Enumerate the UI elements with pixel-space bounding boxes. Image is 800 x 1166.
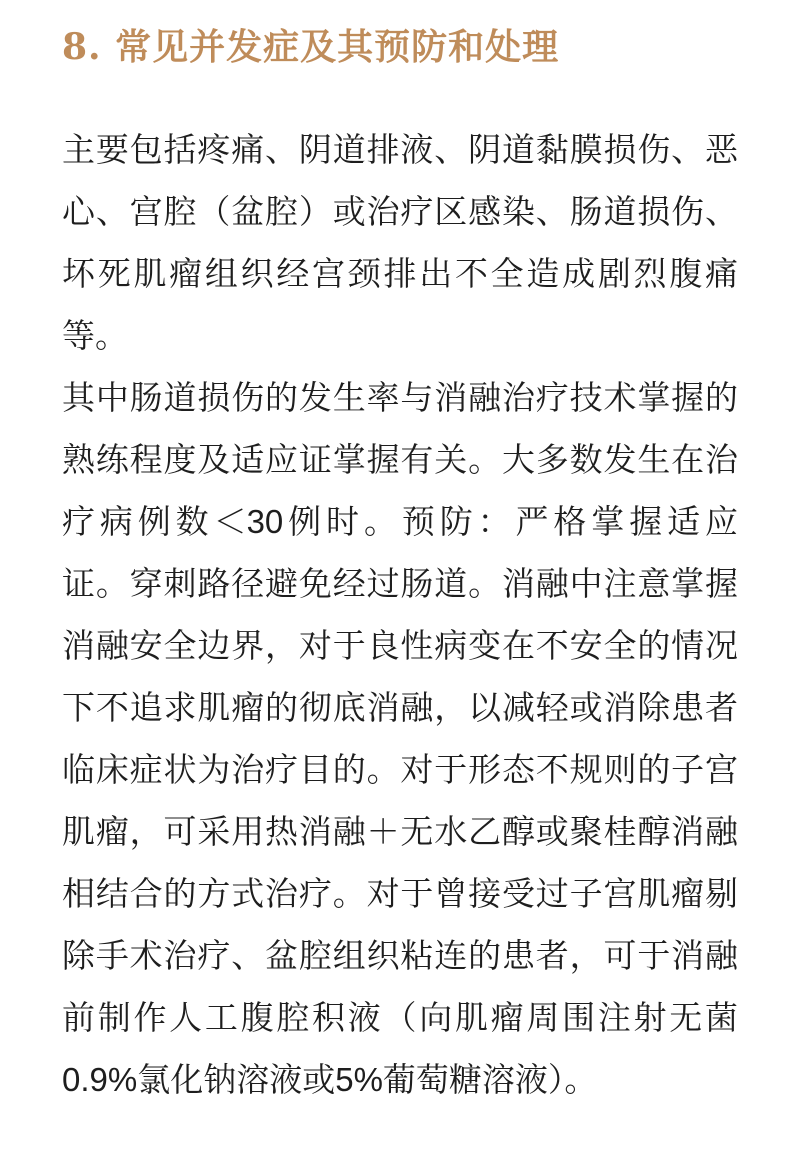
article-body: [62, 119, 738, 1111]
text-line: 肌瘤，可采用热消融＋无水乙醇或聚桂醇消融: [62, 813, 738, 850]
text-line: 消融安全边界，对于良性病变在不安全的情况: [62, 627, 738, 664]
text-line: 证。穿刺路径避免经过肠道。消融中注意掌握: [62, 565, 738, 602]
text-line: 临床症状为治疗目的。对于形态不规则的子宫: [62, 751, 738, 788]
text-line: 等。: [62, 317, 128, 354]
paragraph-1: [62, 119, 738, 367]
text-line: 其中肠道损伤的发生率与消融治疗技术掌握的: [62, 379, 738, 416]
paragraph-2: [62, 367, 738, 1111]
text-line: 下不追求肌瘤的彻底消融，以减轻或消除患者: [62, 689, 738, 726]
text-line: 除手术治疗、盆腔组织粘连的患者，可于消融: [62, 937, 738, 974]
text-line: 0.9%氯化钠溶液或5%葡萄糖溶液）。: [62, 1061, 598, 1098]
text-line: 坏死肌瘤组织经宫颈排出不全造成剧烈腹痛: [62, 255, 738, 292]
text-line: 前制作人工腹腔积液（向肌瘤周围注射无菌: [62, 999, 738, 1036]
section-heading: 8. 常见并发症及其预防和处理: [62, 26, 560, 68]
text-line: 心、宫腔（盆腔）或治疗区感染、肠道损伤、: [62, 193, 738, 230]
text-line: 熟练程度及适应证掌握有关。大多数发生在治: [62, 441, 738, 478]
text-line: 相结合的方式治疗。对于曾接受过子宫肌瘤剔: [62, 875, 738, 912]
text-line: 主要包括疼痛、阴道排液、阴道黏膜损伤、恶: [62, 131, 738, 168]
text-line: 疗病例数＜30例时。预防：严格掌握适应: [62, 503, 738, 540]
